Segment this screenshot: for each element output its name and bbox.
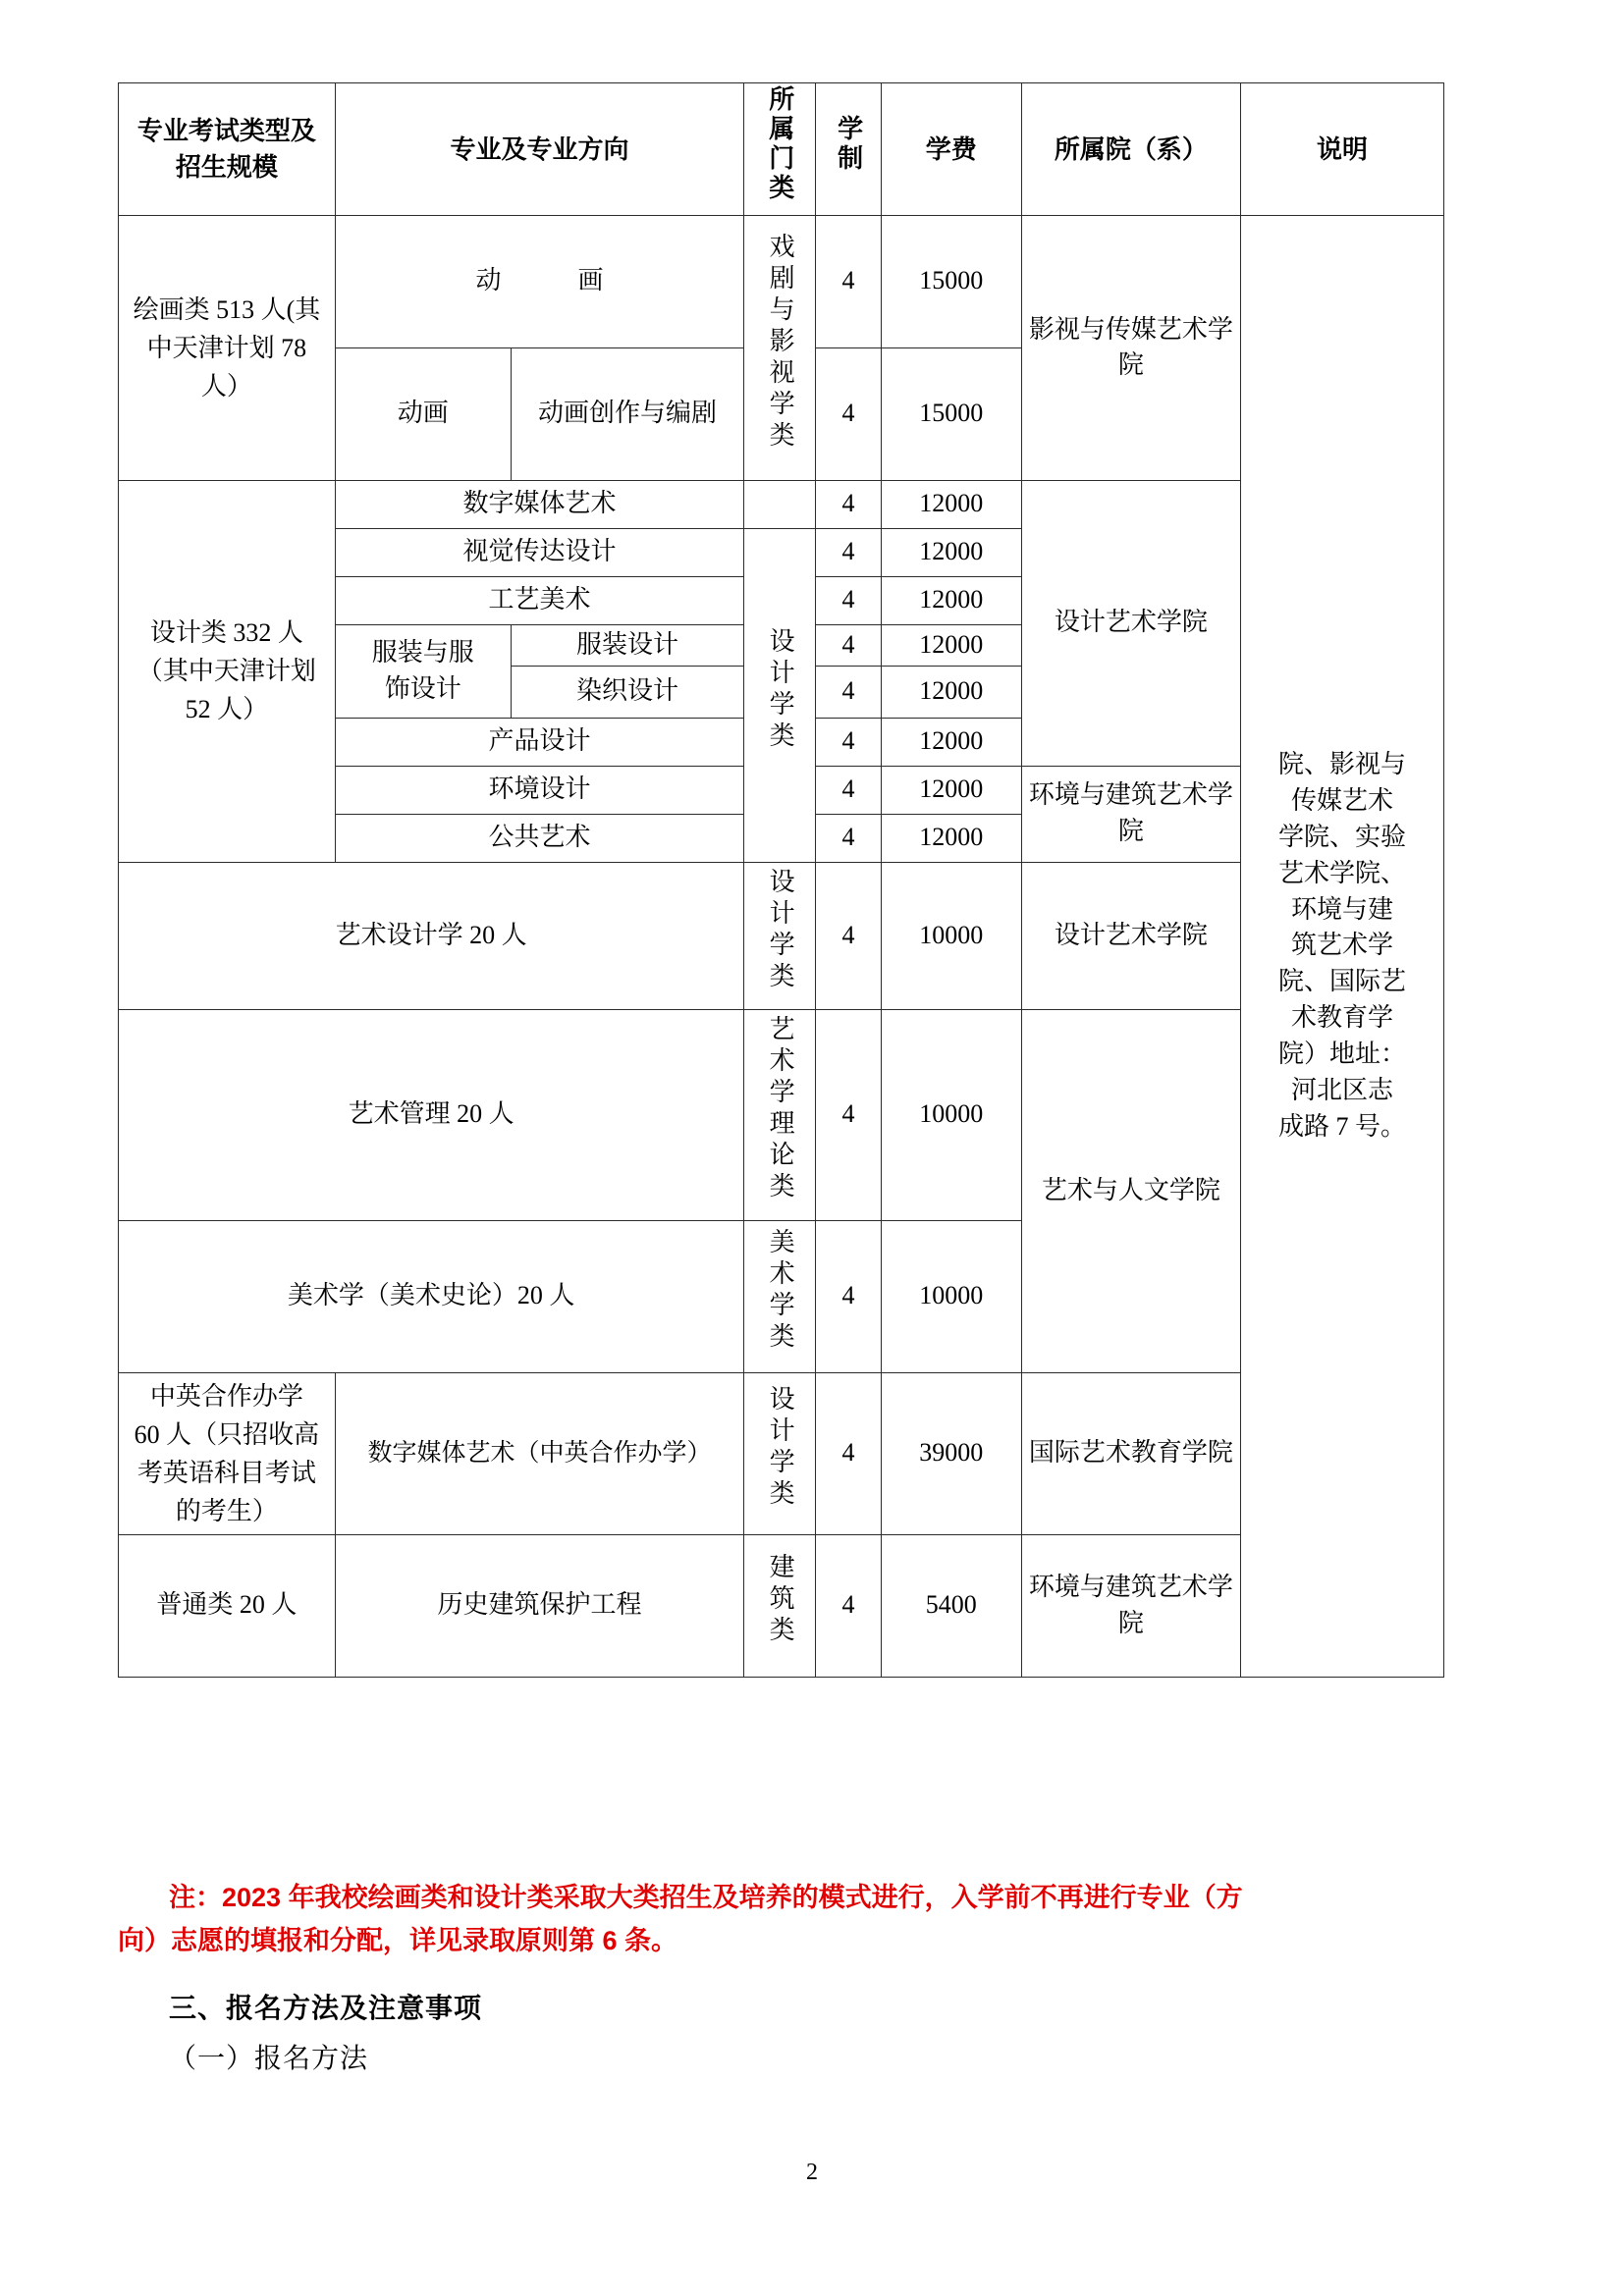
major-name-line2: 饰设计 (384, 673, 461, 703)
years-cell: 4 (815, 624, 881, 666)
tuition-cell: 10000 (882, 1220, 1022, 1372)
description-line: 艺术学院、 (1278, 858, 1407, 887)
description-line: 河北区志 (1291, 1076, 1394, 1105)
major-cell: 动画 (335, 347, 511, 480)
tuition-cell: 12000 (882, 624, 1022, 666)
college-cell-art-humanities: 艺术与人文学院 (1021, 1009, 1241, 1372)
page-number: 2 (806, 2160, 818, 2185)
description-line: 术教育学 (1291, 1003, 1394, 1033)
years-cell: 4 (815, 1372, 881, 1534)
header-description: 说明 (1241, 83, 1444, 216)
college-cell-design-arts: 设计艺术学院 (1021, 480, 1241, 766)
tuition-cell: 12000 (882, 576, 1022, 624)
group-label-design (119, 480, 336, 862)
description-line: 筑艺术学 (1291, 931, 1394, 960)
tuition-cell: 10000 (882, 1009, 1022, 1220)
header-college: 所属院（系） (1021, 83, 1241, 216)
header-exam-type-line2: 招生规模 (175, 151, 278, 182)
description-line: 传媒艺术 (1291, 785, 1394, 815)
category-text: 建筑类 (766, 1553, 795, 1648)
tuition-cell: 12000 (882, 666, 1022, 718)
table-row (119, 215, 1444, 347)
tuition-cell: 15000 (882, 347, 1022, 480)
header-exam-type-line1: 专业考试类型及 (136, 116, 316, 146)
category-text: 美术学类 (766, 1228, 795, 1355)
tuition-cell: 12000 (882, 718, 1022, 766)
description-line: 环境与建 (1291, 894, 1394, 924)
years-cell: 4 (815, 1220, 881, 1372)
major-name: 数字媒体艺术（中英合作办学） (367, 1440, 712, 1468)
header-tuition: 学费 (882, 83, 1022, 216)
table-header-row (119, 83, 1444, 216)
section-heading: 三、报名方法及注意事项 (169, 1993, 483, 2023)
tuition-cell: 12000 (882, 528, 1022, 576)
college-cell-design-arts-2: 设计艺术学院 (1021, 862, 1241, 1009)
major-cell: 产品设计 (335, 718, 743, 766)
years-cell: 4 (815, 528, 881, 576)
major-name-line1: 服装与服 (371, 637, 474, 667)
header-years (815, 83, 881, 216)
group-label-joint-line1: 中英合作办学 (149, 1381, 303, 1411)
group-label-painting (119, 215, 336, 480)
tuition-cell: 12000 (882, 766, 1022, 814)
years-cell: 4 (815, 1009, 881, 1220)
subsection-heading: （一）报名方法 (169, 2044, 369, 2074)
group-label-design-line3: 52 人） (185, 695, 269, 724)
direction-cell: 服装设计 (511, 624, 744, 666)
college-cell-film-media: 影视与传媒艺术学院 (1021, 215, 1241, 480)
category-cell-design (744, 528, 816, 862)
tuition-cell: 12000 (882, 480, 1022, 528)
category-text: 设计学类 (766, 867, 795, 993)
category-text: 设计学类 (766, 1385, 795, 1512)
red-note-line2: 向）志愿的填报和分配，详见录取原则第 6 条。 (118, 1925, 678, 1955)
category-cell-fine-arts (744, 1220, 816, 1372)
direction-cell: 动画创作与编剧 (511, 347, 744, 480)
major-cell: 视觉传达设计 (335, 528, 743, 576)
category-cell-drama-film (744, 215, 816, 480)
admissions-table-container (118, 82, 1444, 1678)
category-cell-design-placeholder (744, 480, 816, 528)
years-cell: 4 (815, 814, 881, 862)
category-text: 戏剧与影视学类 (766, 232, 795, 453)
major-cell: 数字媒体艺术 (335, 480, 743, 528)
years-cell: 4 (815, 766, 881, 814)
group-label-design-line1: 设计类 332 人 (149, 618, 303, 648)
group-label-design-line2: （其中天津计划 (136, 657, 316, 686)
college-cell-international: 国际艺术教育学院 (1021, 1372, 1241, 1534)
major-cell: 环境设计 (335, 766, 743, 814)
description-line: 学院、实验 (1278, 822, 1407, 851)
group-label-art-management: 艺术管理 20 人 (119, 1009, 744, 1220)
category-cell-design-3 (744, 1372, 816, 1534)
group-label-joint-line4: 的考生） (175, 1496, 278, 1525)
years-cell: 4 (815, 480, 881, 528)
group-label-painting-line2: 中天津计划 78 (146, 333, 307, 362)
header-exam-type (119, 83, 336, 216)
category-text: 艺术学理论类 (766, 1015, 795, 1204)
group-label-painting-line3: 人） (200, 371, 252, 400)
admissions-table (118, 82, 1444, 1678)
description-cell (1241, 215, 1444, 1677)
years-cell: 4 (815, 666, 881, 718)
major-name: 动 画 (475, 266, 629, 295)
tuition-cell: 5400 (882, 1534, 1022, 1677)
group-label-joint-line3: 考英语科目考试 (136, 1458, 316, 1487)
description-line: 成路 7 号。 (1278, 1111, 1407, 1141)
description-line: 院、国际艺 (1278, 967, 1407, 996)
header-years-text: 学制 (834, 115, 864, 174)
years-cell: 4 (815, 718, 881, 766)
tuition-cell: 12000 (882, 814, 1022, 862)
years-cell: 4 (815, 862, 881, 1009)
major-cell: 工艺美术 (335, 576, 743, 624)
category-text: 设计学类 (766, 626, 795, 753)
header-major-direction: 专业及专业方向 (335, 83, 743, 216)
group-label-joint-program (119, 1372, 336, 1534)
tuition-cell: 10000 (882, 862, 1022, 1009)
group-label-art-design-study: 艺术设计学 20 人 (119, 862, 744, 1009)
group-label-painting-line1: 绘画类 513 人(其 (133, 294, 321, 324)
description-line: 院、影视与 (1278, 749, 1407, 778)
header-category-text: 所属门类 (765, 85, 795, 203)
major-cell: 公共艺术 (335, 814, 743, 862)
group-label-fine-arts: 美术学（美术史论）20 人 (119, 1220, 744, 1372)
category-cell-design-2 (744, 862, 816, 1009)
major-cell (335, 1372, 743, 1534)
tuition-cell: 39000 (882, 1372, 1022, 1534)
tuition-cell: 15000 (882, 215, 1022, 347)
college-cell-env-arch-2: 环境与建筑艺术学院 (1021, 1534, 1241, 1677)
college-cell-env-arch: 环境与建筑艺术学院 (1021, 766, 1241, 862)
years-cell: 4 (815, 347, 881, 480)
group-label-joint-line2: 60 人（只招收高 (134, 1419, 320, 1449)
category-cell-architecture (744, 1534, 816, 1677)
category-cell-art-theory (744, 1009, 816, 1220)
header-category (744, 83, 816, 216)
red-note (118, 1877, 1453, 1962)
direction-cell: 染织设计 (511, 666, 744, 718)
description-line: 院）地址： (1278, 1040, 1407, 1069)
group-label-general: 普通类 20 人 (119, 1534, 336, 1677)
major-cell (335, 215, 743, 347)
red-note-line1: 注：2023 年我校绘画类和设计类采取大类招生及培养的模式进行，入学前不再进行专业（方 (169, 1883, 1243, 1912)
years-cell: 4 (815, 1534, 881, 1677)
major-cell-apparel (335, 624, 511, 718)
years-cell: 4 (815, 215, 881, 347)
major-cell: 历史建筑保护工程 (335, 1534, 743, 1677)
years-cell: 4 (815, 576, 881, 624)
